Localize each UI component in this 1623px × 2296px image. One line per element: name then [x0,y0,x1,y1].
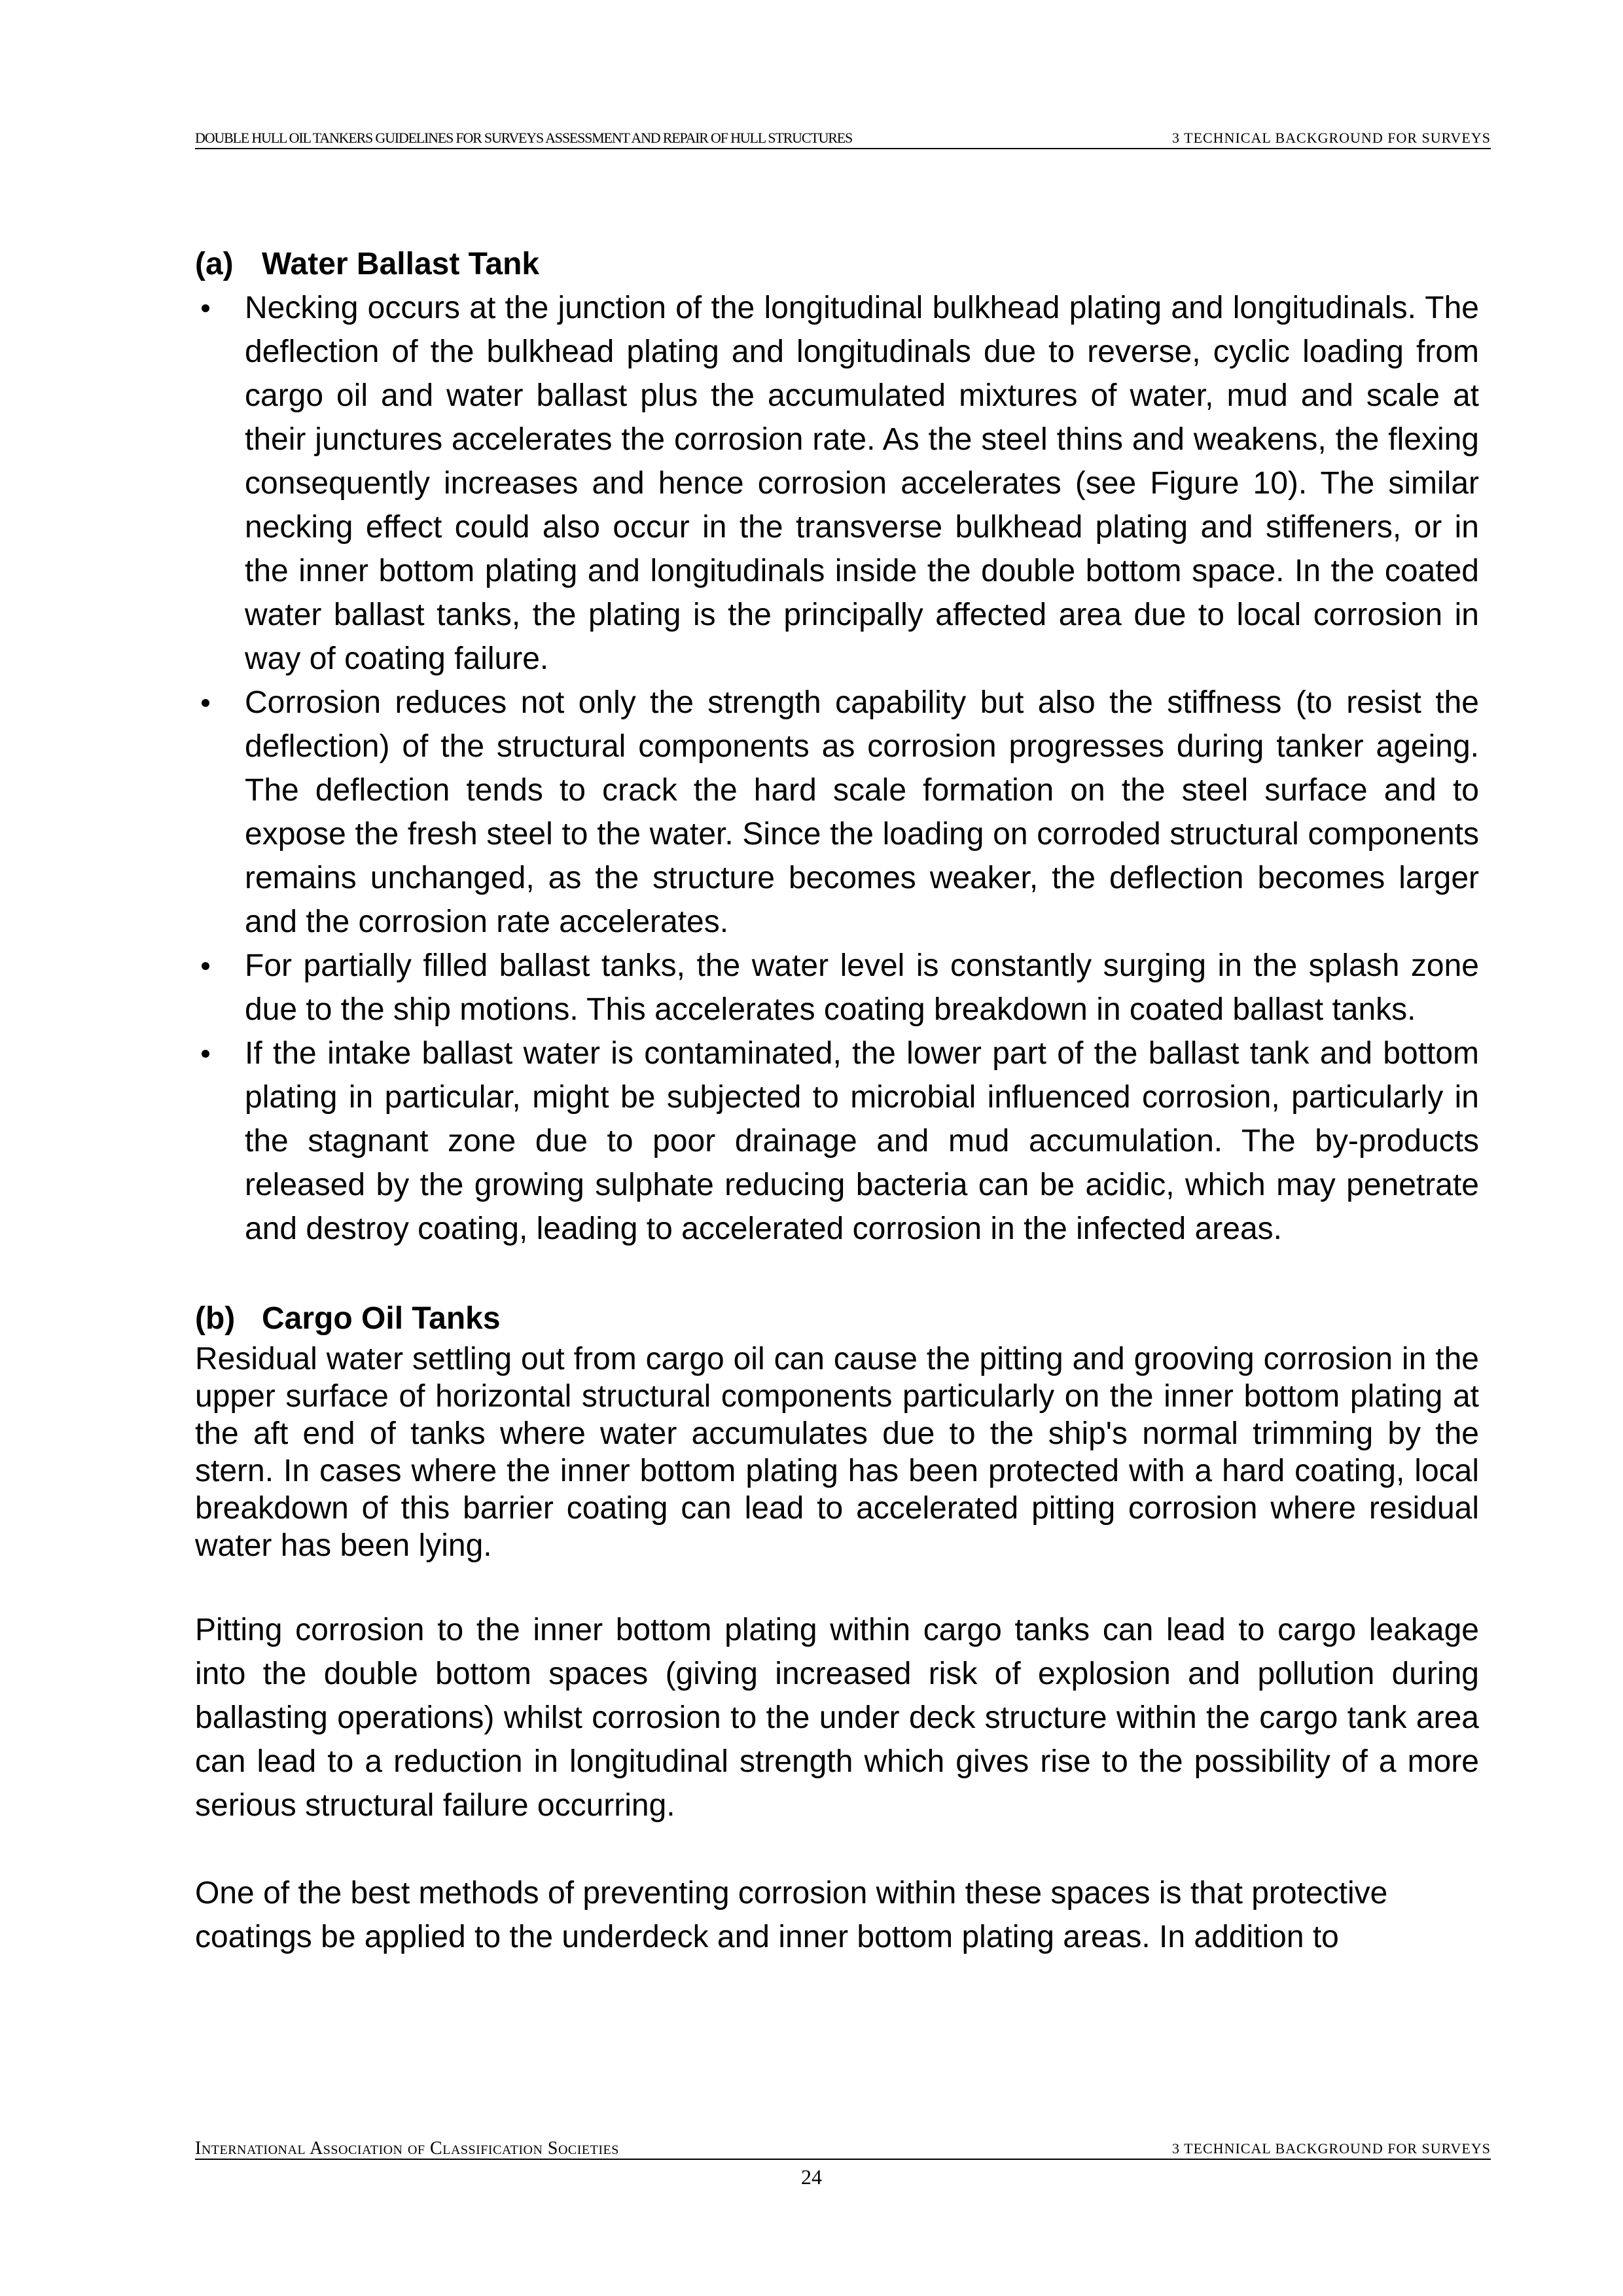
bullet-item [195,681,1479,944]
section-b-heading [195,1297,1479,1340]
footer-organization: International Association of Classification Societies [195,2138,619,2159]
running-header [195,128,1491,149]
section-b-paragraph-1: Residual water settling out from cargo oil can cause the pitting and grooving corrosion in the upper surface of horizontal structural components particularly on the inner bottom plating at the aft end of tanks where water accumulates due to the ship's normal trimming by the stern. In cases where the inner bottom plating has been protected with a hard coating, local breakdown of this barrier coating can lead to accelerated pitting corrosion where residual water has been lying. [195,1342,1479,1563]
header-chapter-title: 3 TECHNICAL BACKGROUND FOR SURVEYS [1172,130,1491,146]
page-number: 24 [801,2165,822,2189]
bullet-dot-icon [202,1050,209,1058]
section-a-heading [195,242,1479,286]
footer-chapter-title: 3 TECHNICAL BACKGROUND FOR SURVEYS [1172,2140,1491,2157]
bullet-item [195,944,1479,1031]
bullet-item [195,1031,1479,1251]
bullet-text: Corrosion reduces not only the strength capability but also the stiffness (to resist the deflection) of the structural components as corrosion progresses during tanker ageing. The deflection tends to crack the hard scale formation on the steel surface and to expose the fresh steel to the water. Since the loading on corroded structural components remains unchanged, as the structure becomes weaker, the deflection becomes larger and the corrosion rate accelerates. [245,685,1479,939]
section-b-paragraph-2: Pitting corrosion to the inner bottom plating within cargo tanks can lead to cargo leakage into the double bottom spaces (giving increased risk of explosion and pollution during ballasting operations) whilst corrosion to the under deck structure within the cargo tank area can lead to a reduction in longitudinal strength which gives rise to the possibility of a more serious structural failure occurring. [195,1613,1479,1823]
page-body [195,242,1479,1959]
section-a-bullet-list [195,286,1479,1251]
section-a-title: Water Ballast Tank [262,247,540,281]
running-footer [195,2139,1491,2160]
section-b-title: Cargo Oil Tanks [262,1301,501,1336]
bullet-item [195,286,1479,681]
bullet-text: For partially filled ballast tanks, the water level is constantly surging in the splash zone due to the ship motions. This accelerates coating breakdown in coated ballast tanks. [245,948,1479,1027]
bullet-dot-icon [202,699,209,707]
bullet-text: Necking occurs at the junction of the longitudinal bulkhead plating and longitudinals. The deflection of the bulkhead plating and longitudinals due to reverse, cyclic loading from cargo oil and water ballast plus the accumulated mixtures of water, mud and scale at their junctures accelerates the corrosion rate. As the steel thins and weakens, the flexing consequently increases and hence corrosion accelerates (see Figure 10). The similar necking effect could also occur in the transverse bulkhead plating and stiffeners, or in the inner bottom plating and longitudinals inside the double bottom space. In the coated water ballast tanks, the plating is the principally affected area due to local corrosion in way of coating failure. [245,291,1479,676]
bullet-dot-icon [202,304,209,312]
section-b-label: (b) [195,1301,236,1336]
bullet-dot-icon [202,962,209,970]
bullet-text: If the intake ballast water is contaminated, the lower part of the ballast tank and bottom plating in particular, might be subjected to microbial influenced corrosion, particularly in the stagnant zone due to poor drainage and mud accumulation. The by-products released by the growing sulphate reducing bacteria can be acidic, which may penetrate and destroy coating, leading to accelerated corrosion in the infected areas. [245,1036,1479,1246]
section-a-label: (a) [195,247,234,281]
section-b-paragraph-3: One of the best methods of preventing corrosion within these spaces is that protective coatings be applied to the underdeck and inner bottom plating areas. In addition to [195,1876,1388,1954]
header-document-title: DOUBLE HULL OIL TANKERS GUIDELINES FOR SURVEYS ASSESSMENT AND REPAIR OF HULL STRUCTURES [195,130,853,146]
